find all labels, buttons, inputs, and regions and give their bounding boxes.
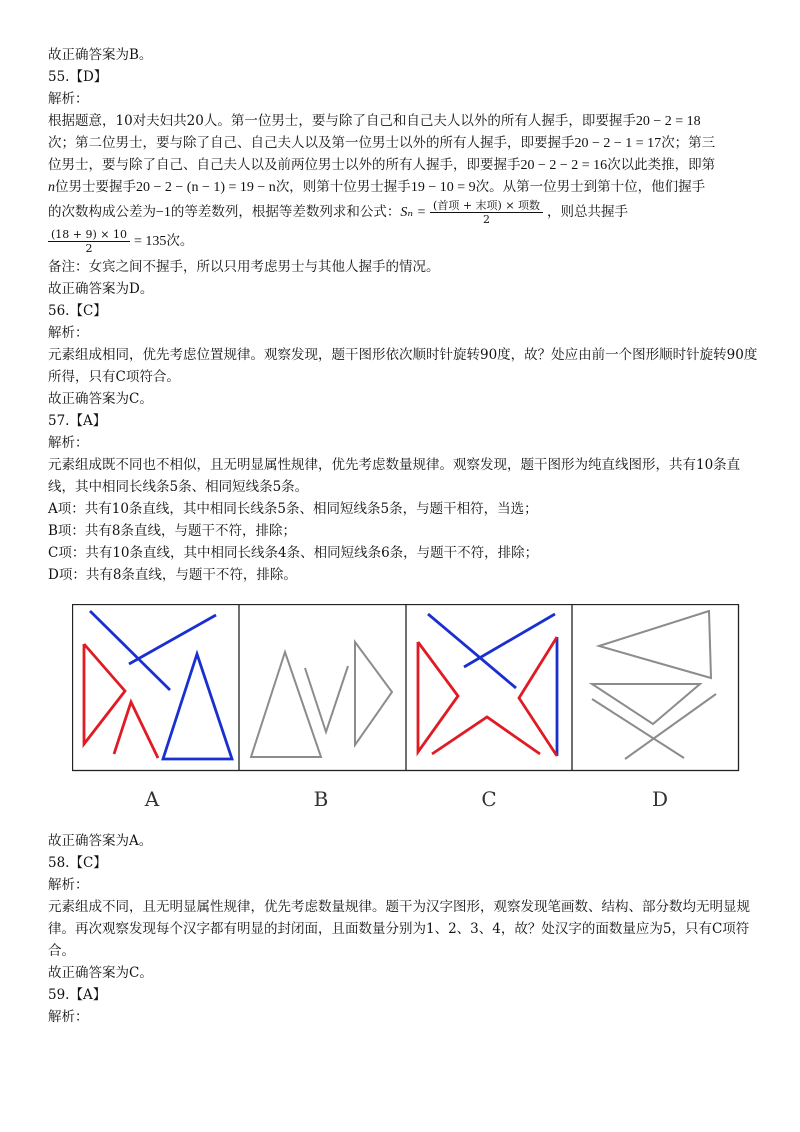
q55-math: 20 − 2 = 18 xyxy=(635,114,701,129)
option-label-a: A xyxy=(144,787,160,811)
q54-answer: 故正确答案为B。 xyxy=(48,47,153,63)
fraction-denominator: 2 xyxy=(483,213,491,226)
q57-option-d: D项：共有8条直线，与题干不符，排除。 xyxy=(48,567,297,583)
q58-header: 58.【C】 xyxy=(48,855,107,871)
option-c-shape xyxy=(418,614,557,756)
option-label-c: C xyxy=(481,787,497,811)
q55-line1 xyxy=(48,110,760,132)
q57-answer: 故正确答案为A。 xyxy=(48,833,153,849)
q56-answer: 故正确答案为C。 xyxy=(48,391,153,407)
q55-text: 次；第三 xyxy=(661,135,716,151)
q55-text: 位男士要握手 xyxy=(55,179,136,195)
sum-formula-fraction xyxy=(430,199,543,226)
q57-analysis-label: 解析： xyxy=(48,435,89,451)
q55-math: n xyxy=(48,180,55,195)
q55-line6 xyxy=(48,226,760,256)
q58-text: 元素组成不同，且无明显属性规律，优先考虑数量规律。题干为汉字图形，观察发现笔画数、结构、部分数均无明显规律。再次观察发现每个汉字都有明显的封闭面，且面数量分别为1、2、3、4，故？处汉字的面数量应为5，只有C项符合。 xyxy=(48,899,750,959)
total-fraction xyxy=(48,228,130,255)
q56-header: 56.【C】 xyxy=(48,303,107,319)
sum-formula-lhs: Sₙ = xyxy=(400,205,427,220)
q57-header: 57.【A】 xyxy=(48,413,107,429)
q55-text: 次；第二位男士，要与除了自己、自己夫人以及第一位男士以外的所有人握手，即要握手 xyxy=(48,135,575,151)
option-label-b: B xyxy=(313,787,329,811)
q55-line2 xyxy=(48,132,760,154)
q56-text: 元素组成相同，优先考虑位置规律。观察发现，题干图形依次顺时针旋转90度，故？处应由前一个图形顺时针旋转90度所得，只有C项符合。 xyxy=(48,347,758,385)
q59-header: 59.【A】 xyxy=(48,987,107,1003)
q59-analysis-label: 解析： xyxy=(48,1009,89,1025)
q57-option-b: B项：共有8条直线，与题干不符，排除； xyxy=(48,523,297,539)
q58-answer: 故正确答案为C。 xyxy=(48,965,153,981)
fraction-denominator: 2 xyxy=(85,242,93,255)
options-figure-svg xyxy=(72,604,744,824)
q55-math: −1 xyxy=(156,205,171,220)
q55-answer: 故正确答案为D。 xyxy=(48,281,154,297)
q55-text: 次以此类推，即第 xyxy=(607,157,716,173)
q58-analysis-label: 解析： xyxy=(48,877,89,893)
q55-text: 的次数构成公差为 xyxy=(48,204,156,220)
q55-math: 20 − 2 − 2 = 16 xyxy=(520,158,608,173)
q56-analysis-label: 解析： xyxy=(48,325,89,341)
q57-option-c: C项：共有10条直线，其中相同长线条4条、相同短线条6条，与题干不符，排除； xyxy=(48,545,539,561)
q55-note: 备注：女宾之间不握手，所以只用考虑男士与其他人握手的情况。 xyxy=(48,259,440,275)
q57-text: 元素组成既不同也不相似，且无明显属性规律，优先考虑数量规律。观察发现，题干图形为纯直线图形，共有10条直线，其中相同长线条5条、相同短线条5条。 xyxy=(48,457,741,495)
document-page xyxy=(48,44,760,1028)
q55-math: 20 − 2 − (n − 1) = 19 − n xyxy=(136,180,276,195)
q55-text: 次，则第十位男士握手 xyxy=(275,179,411,195)
q55-line5 xyxy=(48,198,760,226)
fraction-numerator: (18 + 9) × 10 xyxy=(48,228,130,242)
option-d-shape xyxy=(592,611,716,759)
fraction-numerator: (首项 + 末项) × 项数 xyxy=(430,199,543,213)
q55-text: 根据题意，10对夫妇共20人。第一位男士，要与除了自己和自己夫人以外的所有人握手，即要握手 xyxy=(48,113,636,129)
q55-line3 xyxy=(48,154,760,176)
q55-header: 55.【D】 xyxy=(48,69,108,85)
q55-text: 的等差数列，根据等差数列求和公式： xyxy=(170,204,401,220)
q55-text: ，则总共握手 xyxy=(547,204,629,220)
option-a-shape xyxy=(84,611,232,759)
q55-math: 19 − 10 = 9 xyxy=(410,180,476,195)
option-b-shape xyxy=(251,642,392,757)
q55-text: 次。 xyxy=(166,233,194,249)
q55-text: 次。从第一位男士到第十位，他们握手 xyxy=(475,179,706,195)
q57-options-figure xyxy=(72,604,744,824)
q55-math: 20 − 2 − 1 = 17 xyxy=(574,136,662,151)
q55-analysis-label: 解析： xyxy=(48,91,89,107)
option-label-d: D xyxy=(651,787,669,811)
q55-text: 位男士，要与除了自己、自己夫人以及前两位男士以外的所有人握手，即要握手 xyxy=(48,157,521,173)
q57-option-a: A项：共有10条直线，其中相同长线条5条、相同短线条5条，与题干相符，当选； xyxy=(48,501,538,517)
q55-math: = 135 xyxy=(134,234,167,249)
q55-line4 xyxy=(48,176,760,198)
